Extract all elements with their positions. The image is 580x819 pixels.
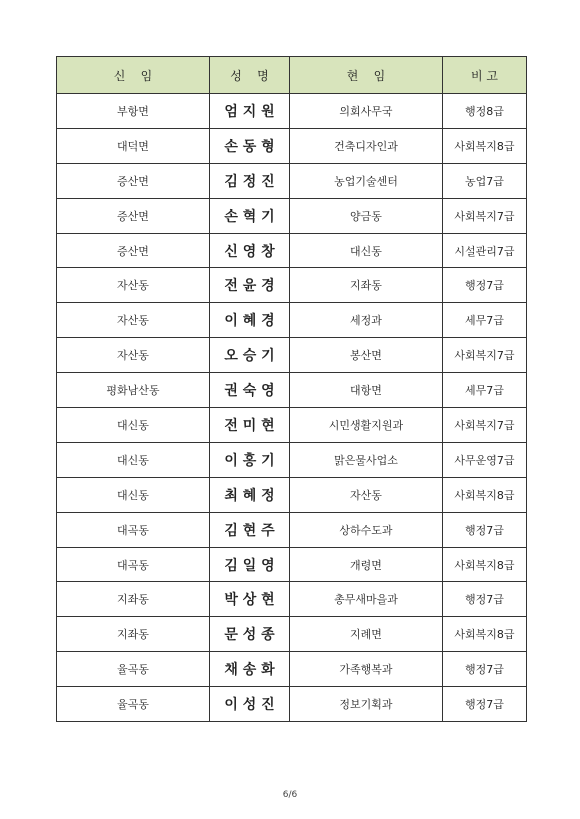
cell-current-post: 지례면 [290,617,443,652]
cell-new-post: 대덕면 [57,128,210,163]
cell-note: 사회복지8급 [443,477,527,512]
cell-new-post: 대곡동 [57,547,210,582]
cell-current-post: 세정과 [290,303,443,338]
cell-note: 사회복지8급 [443,128,527,163]
cell-name: 오 승 기 [210,338,290,373]
cell-new-post: 부항면 [57,94,210,129]
cell-note: 사회복지7급 [443,338,527,373]
cell-note: 행정8급 [443,94,527,129]
cell-current-post: 의회사무국 [290,94,443,129]
personnel-table [56,56,527,722]
cell-new-post: 자산동 [57,268,210,303]
cell-name: 전 미 현 [210,408,290,443]
table-row [57,163,527,198]
table-row [57,408,527,443]
cell-new-post: 대신동 [57,442,210,477]
cell-name: 김 일 영 [210,547,290,582]
cell-new-post: 증산면 [57,233,210,268]
cell-current-post: 대신동 [290,233,443,268]
cell-new-post: 율곡동 [57,687,210,722]
cell-current-post: 농업기술센터 [290,163,443,198]
table-row [57,582,527,617]
cell-note: 행정7급 [443,268,527,303]
table-row [57,233,527,268]
header-current-post: 현 임 [290,57,443,94]
cell-current-post: 개령면 [290,547,443,582]
cell-note: 농업7급 [443,163,527,198]
cell-name: 엄 지 원 [210,94,290,129]
cell-note: 사회복지7급 [443,408,527,443]
cell-name: 손 혁 기 [210,198,290,233]
table-row [57,687,527,722]
cell-note: 시설관리7급 [443,233,527,268]
cell-current-post: 맑은물사업소 [290,442,443,477]
cell-current-post: 가족행복과 [290,652,443,687]
cell-new-post: 율곡동 [57,652,210,687]
cell-name: 채 송 화 [210,652,290,687]
page-number: 6/6 [282,790,298,800]
table-row [57,268,527,303]
table-row [57,373,527,408]
cell-note: 행정7급 [443,652,527,687]
cell-current-post: 대항면 [290,373,443,408]
cell-new-post: 대신동 [57,477,210,512]
table-header [57,57,527,94]
header-row [57,57,527,94]
cell-name: 권 숙 영 [210,373,290,408]
cell-name: 박 상 현 [210,582,290,617]
cell-name: 손 동 형 [210,128,290,163]
cell-note: 행정7급 [443,512,527,547]
cell-note: 사무운영7급 [443,442,527,477]
table-row [57,338,527,373]
cell-note: 사회복지7급 [443,198,527,233]
cell-new-post: 대신동 [57,408,210,443]
cell-name: 이 혜 경 [210,303,290,338]
cell-name: 이 홍 기 [210,442,290,477]
cell-note: 행정7급 [443,687,527,722]
cell-current-post: 자산동 [290,477,443,512]
cell-current-post: 지좌동 [290,268,443,303]
cell-name: 김 정 진 [210,163,290,198]
cell-note: 세무7급 [443,373,527,408]
table-row [57,547,527,582]
cell-current-post: 총무새마을과 [290,582,443,617]
cell-new-post: 지좌동 [57,617,210,652]
cell-name: 최 혜 정 [210,477,290,512]
table-row [57,652,527,687]
cell-new-post: 증산면 [57,198,210,233]
table-row [57,303,527,338]
cell-current-post: 건축디자인과 [290,128,443,163]
cell-name: 전 윤 경 [210,268,290,303]
cell-name: 김 현 주 [210,512,290,547]
cell-new-post: 대곡동 [57,512,210,547]
cell-name: 이 성 진 [210,687,290,722]
cell-name: 문 성 종 [210,617,290,652]
cell-current-post: 봉산면 [290,338,443,373]
cell-new-post: 평화남산동 [57,373,210,408]
cell-current-post: 시민생활지원과 [290,408,443,443]
header-name: 성 명 [210,57,290,94]
cell-new-post: 자산동 [57,303,210,338]
cell-note: 사회복지8급 [443,547,527,582]
cell-name: 신 영 창 [210,233,290,268]
table-row [57,512,527,547]
cell-new-post: 자산동 [57,338,210,373]
table-body [57,94,527,722]
table-row [57,128,527,163]
cell-new-post: 증산면 [57,163,210,198]
table-row [57,617,527,652]
cell-new-post: 지좌동 [57,582,210,617]
table-row [57,477,527,512]
cell-current-post: 상하수도과 [290,512,443,547]
table-row [57,442,527,477]
cell-note: 행정7급 [443,582,527,617]
table-row [57,198,527,233]
cell-note: 사회복지8급 [443,617,527,652]
cell-current-post: 양금동 [290,198,443,233]
table-row [57,94,527,129]
header-note: 비 고 [443,57,527,94]
cell-current-post: 정보기획과 [290,687,443,722]
cell-note: 세무7급 [443,303,527,338]
header-new-post: 신 임 [57,57,210,94]
